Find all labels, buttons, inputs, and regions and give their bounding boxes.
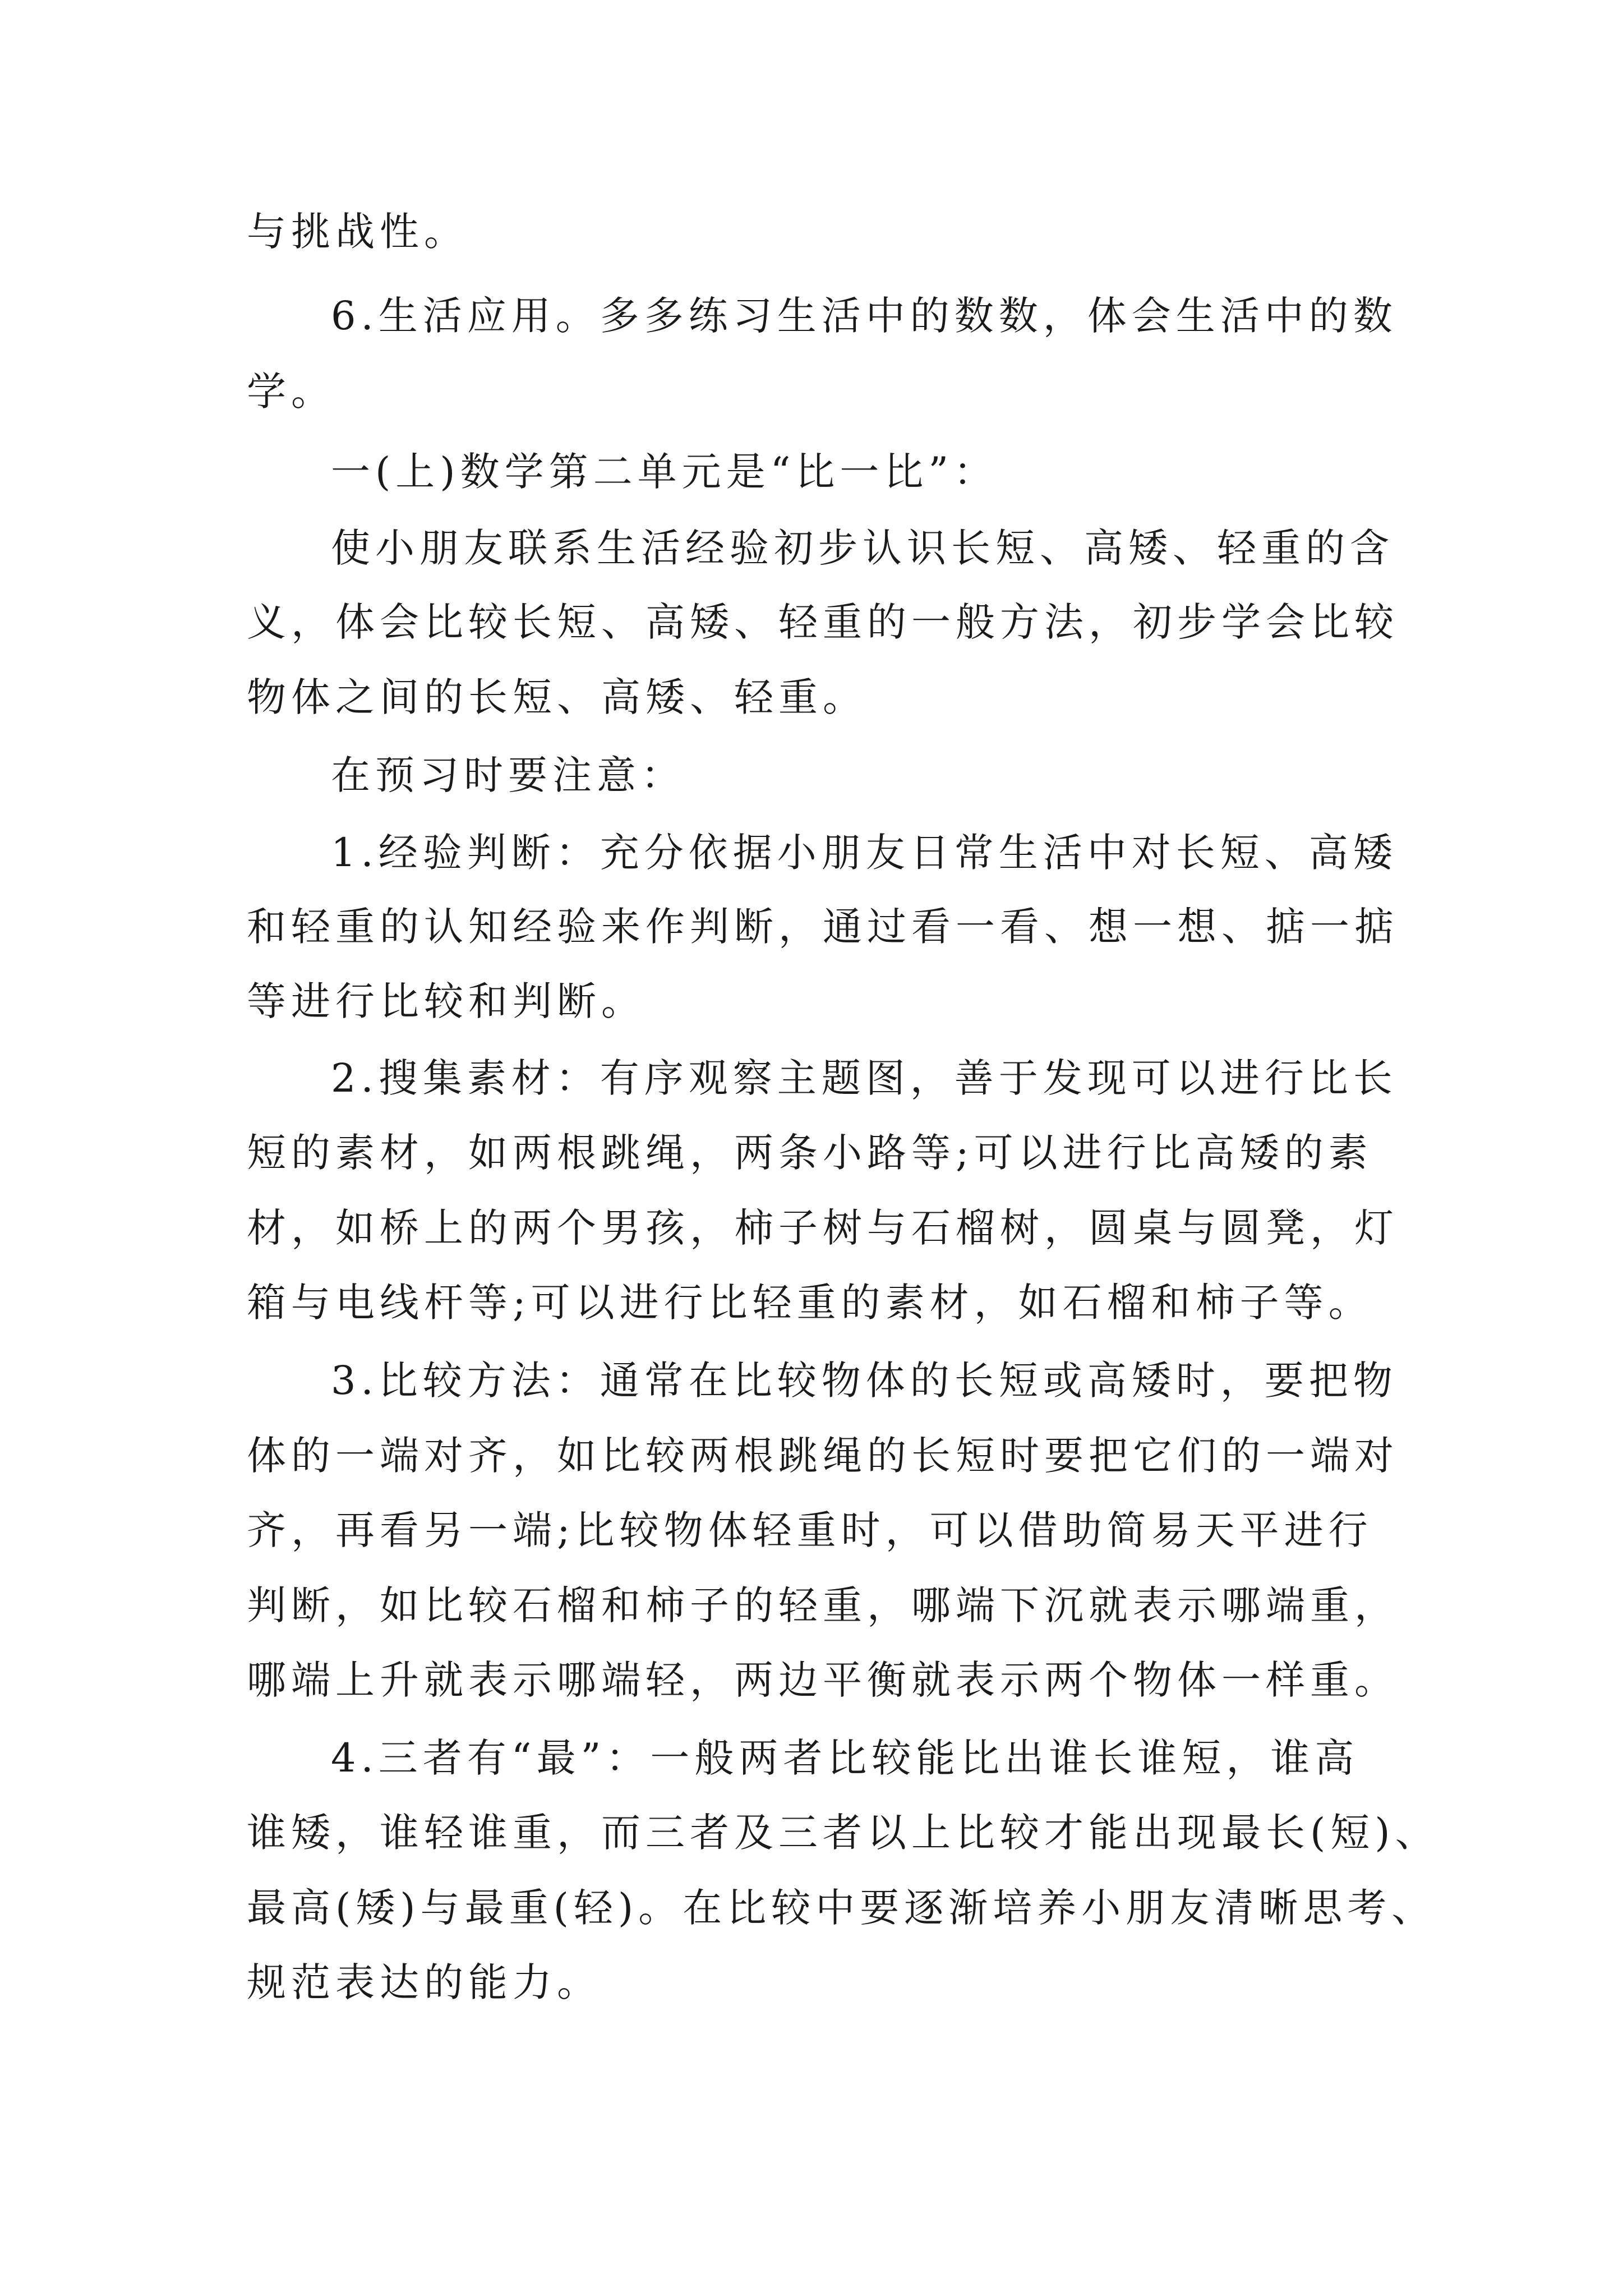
text-line: 4.三者有“最”：一般两者比较能比出谁长谁短，谁高 — [331, 1735, 1359, 1781]
text-line: 判断，如比较石榴和柿子的轻重，哪端下沉就表示哪端重， — [247, 1582, 1399, 1628]
text-line: 规范表达的能力。 — [247, 1959, 601, 2005]
text-line: 在预习时要注意： — [331, 752, 685, 798]
text-line: 3.比较方法：通常在比较物体的长短或高矮时，要把物 — [331, 1358, 1398, 1404]
section-heading: 一(上)数学第二单元是“比一比”： — [331, 449, 998, 495]
text-line: 义，体会比较长短、高矮、轻重的一般方法，初步学会比较 — [247, 599, 1399, 645]
text-line: 谁矮，谁轻谁重，而三者及三者以上比较才能出现最长(短)、 — [247, 1810, 1440, 1856]
text-line: 2.搜集素材：有序观察主题图，善于发现可以进行比长 — [331, 1055, 1398, 1101]
text-line: 使小朋友联系生活经验初步认识长短、高矮、轻重的含 — [331, 525, 1394, 571]
text-line: 最高(矮)与最重(轻)。在比较中要逐渐培养小朋友清晰思考、 — [247, 1885, 1436, 1931]
text-line: 体的一端对齐，如比较两根跳绳的长短时要把它们的一端对 — [247, 1433, 1399, 1479]
text-line: 物体之间的长短、高矮、轻重。 — [247, 674, 867, 720]
text-line: 1.经验判断：充分依据小朋友日常生活中对长短、高矮 — [331, 830, 1398, 876]
text-line: 材，如桥上的两个男孩，柿子树与石榴树，圆桌与圆凳，灯 — [247, 1205, 1399, 1251]
text-line: 齐，再看另一端;比较物体轻重时，可以借助简易天平进行 — [247, 1507, 1373, 1553]
text-line: 哪端上升就表示哪端轻，两边平衡就表示两个物体一样重。 — [247, 1657, 1399, 1703]
text-line: 和轻重的认知经验来作判断，通过看一看、想一想、掂一掂 — [247, 904, 1399, 950]
text-line: 短的素材，如两根跳绳，两条小路等;可以进行比高矮的素 — [247, 1130, 1373, 1176]
text-line: 等进行比较和判断。 — [247, 978, 645, 1024]
text-line: 6.生活应用。多多练习生活中的数数，体会生活中的数 — [331, 293, 1398, 339]
text-line: 与挑战性。 — [247, 209, 468, 255]
text-line: 学。 — [247, 369, 335, 415]
text-line: 箱与电线杆等;可以进行比轻重的素材，如石榴和柿子等。 — [247, 1280, 1373, 1326]
